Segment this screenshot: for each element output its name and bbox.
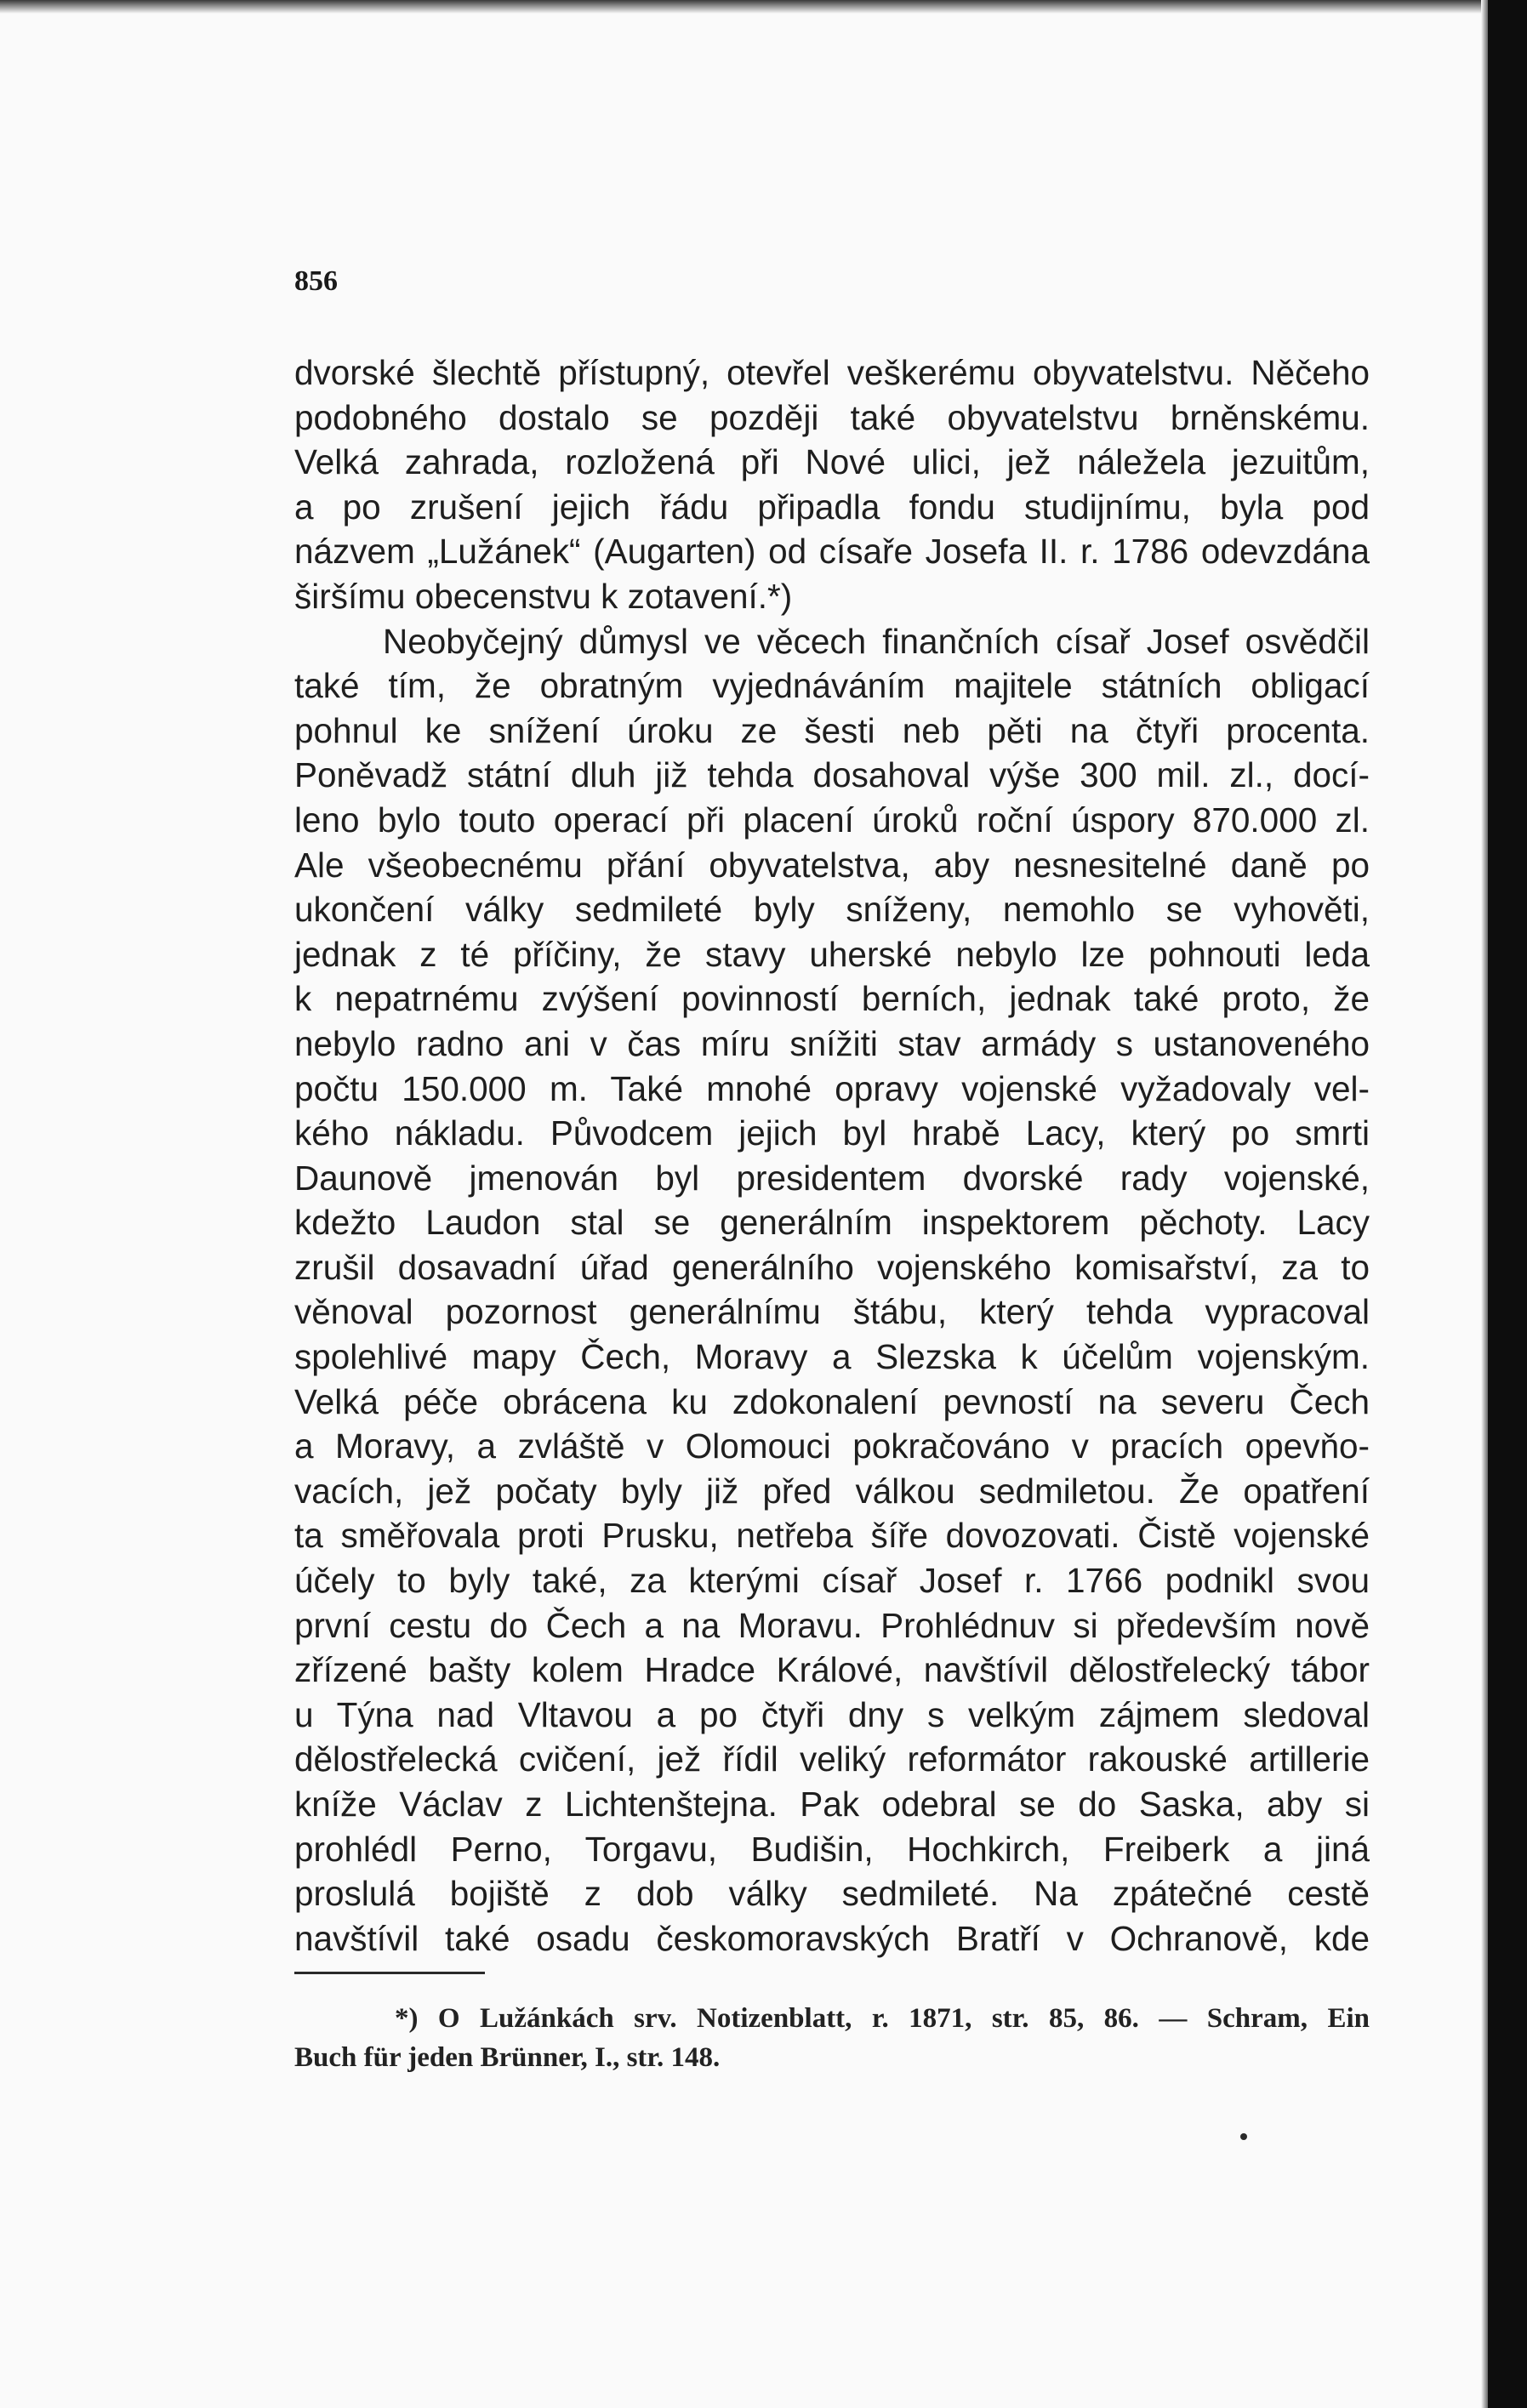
text-line: věnoval pozornost generálnímu štábu, který tehda vypracoval — [294, 1292, 1370, 1332]
text-line: počtu 150.000 m. Také mnohé opravy vojenské vyžadovaly vel- — [294, 1068, 1370, 1108]
scan-right-border — [1488, 0, 1527, 2408]
text-line: kého nákladu. Původcem jejich byl hrabě Lacy, který po smrti — [294, 1113, 1370, 1153]
text-line: navštívil také osadu českomoravských Bratří v Ochranově, kde — [294, 1918, 1370, 1958]
text-line: a Moravy, a zvláště v Olomouci pokračováno v pracích opevňo- — [294, 1426, 1370, 1466]
text-line: vacích, jež počaty byly již před válkou sedmiletou. Že opatření — [294, 1471, 1370, 1511]
text-line: k nepatrnému zvýšení povinností berních, jednak také proto, že — [294, 979, 1370, 1019]
footnote-line: Buch für jeden Brünner, I., str. 148. — [294, 2042, 721, 2073]
footnote-line: *) O Lužánkách srv. Notizenblatt, r. 1871, str. 85, 86. — Schram, Ein — [395, 2003, 1370, 2034]
text-line: nebylo radno ani v čas míru snížiti stav armády s ustanoveného — [294, 1023, 1370, 1063]
scan-top-shadow — [0, 0, 1527, 14]
page-number: 856 — [294, 265, 338, 297]
text-line: Ale všeobecnému přání obyvatelstva, aby nesnesitelné daně po — [294, 845, 1370, 885]
text-line: také tím, že obratným vyjednáváním majitele státních obligací — [294, 666, 1370, 706]
text-line: dělostřelecká cvičení, jež řídil veliký reformátor rakouské artillerie — [294, 1739, 1370, 1779]
text-line: Velká péče obrácena ku zdokonalení pevností na severu Čech — [294, 1381, 1370, 1421]
text-line: Daunově jmenován byl presidentem dvorské rady vojenské, — [294, 1158, 1370, 1198]
main-text — [294, 350, 1370, 1961]
text-line: u Týna nad Vltavou a po čtyři dny s velkým zájmem sledoval — [294, 1694, 1370, 1734]
text-line: Neobyčejný důmysl ve věcech finančních císař Josef osvědčil — [383, 621, 1370, 661]
text-line: kdežto Laudon stal se generálním inspektorem pěchoty. Lacy — [294, 1203, 1370, 1243]
footnote-divider — [294, 1972, 485, 1974]
text-line: zřízené bašty kolem Hradce Králové, navštívil dělostřelecký tábor — [294, 1650, 1370, 1690]
text-line: prohlédl Perno, Torgavu, Budišin, Hochkirch, Freiberk a jiná — [294, 1829, 1370, 1869]
text-line: první cestu do Čech a na Moravu. Prohlédnuv si především nově — [294, 1605, 1370, 1645]
scan-edge-shadow — [1481, 0, 1488, 2408]
text-line: podobného dostalo se později také obyvatelstvu brněnskému. — [294, 397, 1370, 437]
text-line: a po zrušení jejich řádu připadla fondu studijnímu, byla pod — [294, 487, 1370, 527]
text-line: dvorské šlechtě přístupný, otevřel veškerému obyvatelstvu. Něčeho — [294, 353, 1370, 392]
text-line: ukončení války sedmileté byly sníženy, nemohlo se vyhověti, — [294, 890, 1370, 930]
text-line: ta směřovala proti Prusku, netřeba šíře dovozovati. Čistě vojenské — [294, 1516, 1370, 1556]
text-line: kníže Václav z Lichtenštejna. Pak odebral se do Saska, aby si — [294, 1785, 1370, 1824]
text-line: názvem „Lužánek“ (Augarten) od císaře Josefa II. r. 1786 odevzdána — [294, 532, 1370, 572]
text-line: účely to byly také, za kterými císař Josef r. 1766 podnikl svou — [294, 1561, 1370, 1601]
text-line: proslulá bojiště z dob války sedmileté. Na zpátečné cestě — [294, 1874, 1370, 1914]
text-line: pohnul ke snížení úroku ze šesti neb pěti na čtyři procenta. — [294, 710, 1370, 750]
text-line: spolehlivé mapy Čech, Moravy a Slezska k účelům vojenským. — [294, 1337, 1370, 1377]
text-line: širšímu obecenstvu k zotavení.*) — [294, 576, 793, 616]
text-line: Velká zahrada, rozložená při Nové ulici, jež náležela jezuitům, — [294, 442, 1370, 482]
text-line: leno bylo touto operací při placení úroků roční úspory 870.000 zl. — [294, 800, 1370, 840]
text-line: Poněvadž státní dluh již tehda dosahoval výše 300 mil. zl., docí- — [294, 755, 1370, 795]
text-line: jednak z té příčiny, že stavy uherské nebylo lze pohnouti leda — [294, 934, 1370, 974]
scan-speck — [1240, 2133, 1247, 2140]
text-line: zrušil dosavadní úřad generálního vojenského komisařství, za to — [294, 1247, 1370, 1287]
footnote — [294, 1999, 1370, 2077]
